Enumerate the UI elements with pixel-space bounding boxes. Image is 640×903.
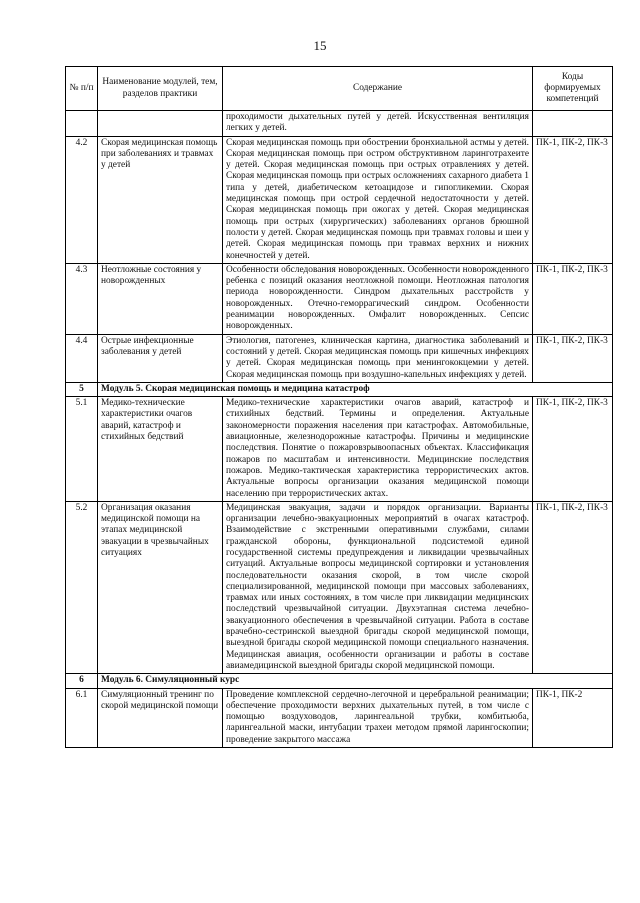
header-codes: Коды формируемых компетенций <box>533 67 613 111</box>
page-number: 15 <box>313 38 327 53</box>
row-content: проходимости дыхательных путей у детей. Искусственная вентиляция легких у детей. <box>223 111 533 137</box>
row-codes: ПК-1, ПК-2, ПК-3 <box>533 397 613 502</box>
module-row-6 <box>66 674 613 688</box>
module-num: 5 <box>66 382 98 396</box>
row-name: Неотложные состояния у новорожденных <box>98 263 223 334</box>
row-num: 5.2 <box>66 501 98 673</box>
row-codes: ПК-1, ПК-2, ПК-3 <box>533 334 613 382</box>
table-header-row <box>66 67 613 111</box>
row-num: 6.1 <box>66 688 98 747</box>
row-name: Скорая медицинская помощь при заболеваниях и травмах у детей <box>98 136 223 263</box>
table-row-4-2 <box>66 136 613 263</box>
table-row-5-2 <box>66 501 613 673</box>
row-num: 5.1 <box>66 397 98 502</box>
row-num: 4.4 <box>66 334 98 382</box>
row-codes: ПК-1, ПК-2, ПК-3 <box>533 136 613 263</box>
module-row-5 <box>66 382 613 396</box>
row-content: Проведение комплексной сердечно-легочной и церебральной реанимации; обеспечение проходимости верхних дыхательных путей, в том числе с помощью воздуховодов, ларингеальной трубки, комбитьюба, ларингеальной маски, интубации трахеи методом прямой ларингоскопии; проведение закрытого массажа <box>223 688 533 747</box>
practice-program-table <box>65 66 613 748</box>
row-name: Организация оказания медицинской помощи на этапах медицинской эвакуации в чрезвычайных ситуациях <box>98 501 223 673</box>
row-codes: ПК-1, ПК-2 <box>533 688 613 747</box>
header-num: № п/п <box>66 67 98 111</box>
table-row-6-1 <box>66 688 613 747</box>
module-num: 6 <box>66 674 98 688</box>
row-name: Симуляционный тренинг по скорой медицинской помощи <box>98 688 223 747</box>
module-title: Модуль 5. Скорая медицинская помощь и медицина катастроф <box>98 382 613 396</box>
row-codes: ПК-1, ПК-2, ПК-3 <box>533 501 613 673</box>
table-row-5-1 <box>66 397 613 502</box>
row-content: Медицинская эвакуация, задачи и порядок организации. Варианты организации лечебно-эвакуационных мероприятий в очагах катастроф. Взаимодействие с экстренными оперативными службами, силами гражданской обороны, функциональной подсистемой единой государственной системы предупреждения и ликвидации чрезвычайных ситуаций. Актуальные вопросы медицинской сортировки и установления последовательности оказания скорой, в том числе скорой специализированной, медицинской помощи при массовых заболеваниях, травмах или иных состояниях, в том числе при ликвидации медицинских последствий чрезвычайной ситуации. Двухэтапная система лечебно-эвакуационного обеспечения в чрезвычайной ситуации. Работа в составе врачебно-сестринской выездной бригады скорой медицинской помощи, выездной бригады скорой медицинской помощи специального назначения. Медицинская авиация, особенности организации и работы в составе авиамедицинской выездной бригады скорой медицинской помощи. <box>223 501 533 673</box>
header-name: Наименование модулей, тем, разделов практики <box>98 67 223 111</box>
table-row-4-4 <box>66 334 613 382</box>
row-content: Скорая медицинская помощь при обострении бронхиальной астмы у детей. Скорая медицинская помощь при остром обструктивном ларинготрахеите у детей. Скорая медицинская помощь при острых отравлениях у детей. Скорая медицинская помощь при острых осложнениях сахарного диабета 1 типа у детей, диабетическом кетоацидозе и гипогликемии. Скорая медицинская помощь при острой сердечной недостаточности у детей. Скорая медицинская помощь при ожогах у детей. Скорая медицинская помощь при острых (хирургических) заболеваниях органов брюшной полости у детей. Скорая медицинская помощь при травмах головы и шеи у детей. Скорая медицинская помощь при травмах верхних и нижних конечностей у детей. <box>223 136 533 263</box>
row-content: Медико-технические характеристики очагов аварий, катастроф и стихийных бедствий. Термины и определения. Актуальные закономерности поражения населения при катастрофах. Автомобильные, авиационные, железнодорожные катастрофы. Причины и медицинские последствия. Понятие о пожаровзрывоопасных объектах. Классификация пожаров по масштабам и интенсивности. Медицинские последствия пожаров. Медико-тактическая характеристика террористических актов. Актуальные вопросы организации оказания медицинской помощи населению при террористических актах. <box>223 397 533 502</box>
row-name: Острые инфекционные заболевания у детей <box>98 334 223 382</box>
row-name: Медико-технические характеристики очагов аварий, катастроф и стихийных бедствий <box>98 397 223 502</box>
row-codes: ПК-1, ПК-2, ПК-3 <box>533 263 613 334</box>
row-content: Особенности обследования новорожденных. Особенности новорожденного ребенка с позиций оказания неотложной помощи. Неотложная патология периода новорожденности. Синдром дыхательных расстройств у новорожденных. Отечно-геморрагический синдром. Особенности реанимации новорожденных. Омфалит новорожденных. Сепсис новорожденных. <box>223 263 533 334</box>
row-num: 4.3 <box>66 263 98 334</box>
row-content: Этиология, патогенез, клиническая картина, диагностика заболеваний и состояний у детей. Скорая медицинская помощь при кишечных инфекциях у детей. Скорая медицинская помощь при менингококцемии у детей. Скорая медицинская помощь при воздушно-капельных инфекциях у детей. <box>223 334 533 382</box>
row-num: 4.2 <box>66 136 98 263</box>
table-row-continuation <box>66 111 613 137</box>
table-row-4-3 <box>66 263 613 334</box>
header-content: Содержание <box>223 67 533 111</box>
module-title: Модуль 6. Симуляционный курс <box>98 674 613 688</box>
